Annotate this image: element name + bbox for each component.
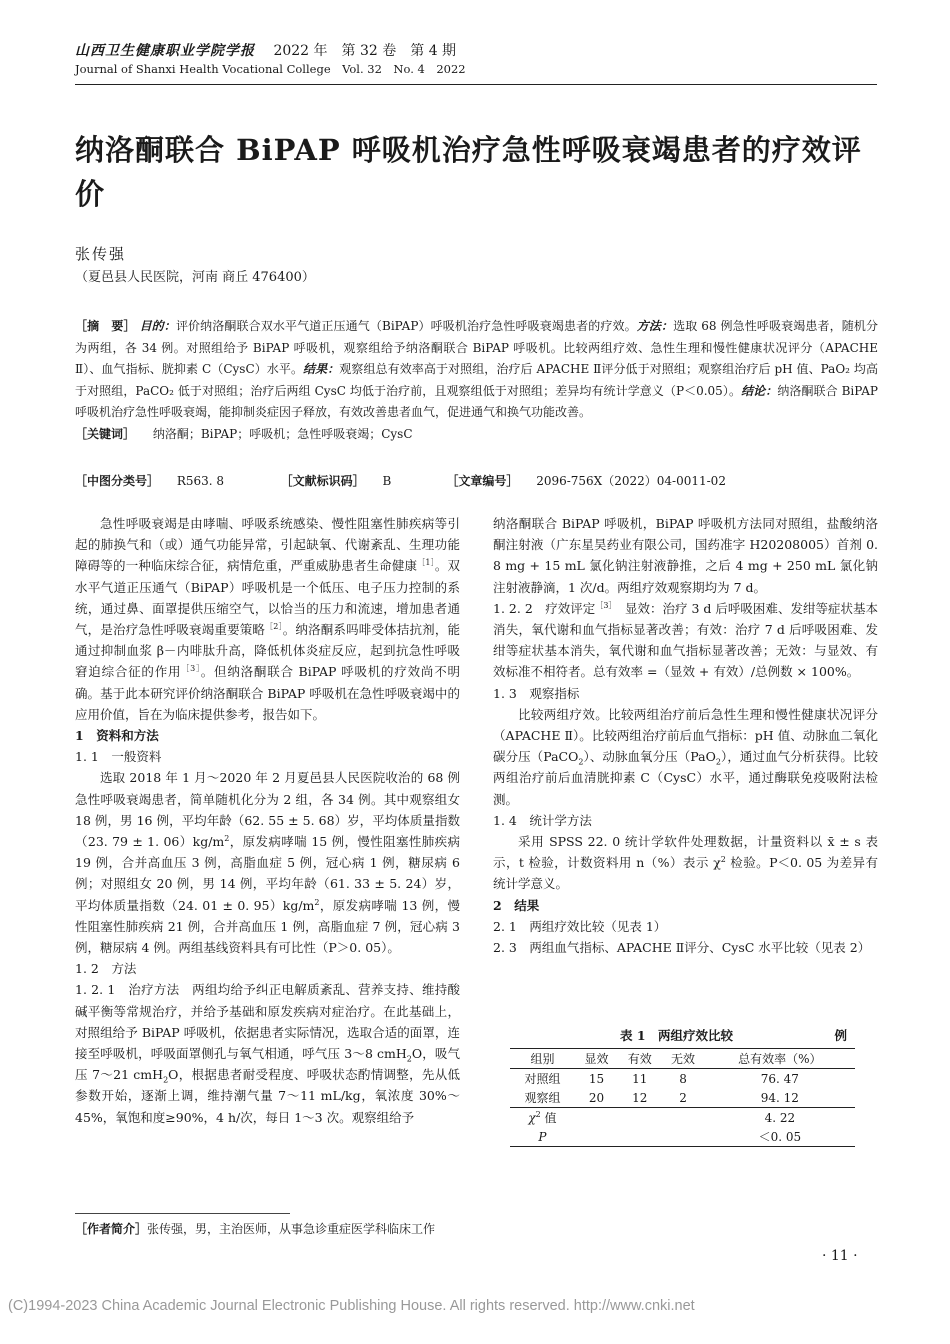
- general-text-b: ，原发病哮喘 15 例，慢性阻塞性肺疾病 19 例，合并高血压 3 例，高脂血症 5 例，冠心病 1 例，糖尿病 6 例；对照组女 20 例，男 14 例，平均年龄（61. 33 ± 5. 24）岁，平均体质量指数（24. 01 ± 0. 95）kg/m: [75, 834, 460, 913]
- abstract-objective-label: 目的：: [139, 319, 176, 333]
- author: 张传强: [75, 245, 127, 263]
- method-text-a: 两组均给予纠正电解质紊乱、营养支持、维持酸碱平衡等常规治疗，并给予基础和原发疾病对症治疗。在此基础上，对照组给予 BiPAP 呼吸机，依据患者实际情况，选取合适的面罩，连接至呼吸机，呼吸面罩侧孔与氧气相通，呼气压 3～8 cmH: [75, 982, 460, 1062]
- intro-text-d: 。但纳洛酮联合 BiPAP 呼吸机的疗效尚不明确。基于此本研究评价纳洛酮联合 BiPAP 呼吸机在急性呼吸衰竭中的应用价值，旨在为临床提供参考，报告如下。: [75, 664, 460, 722]
- chi-value: 4. 22: [705, 1108, 855, 1128]
- obs-text-b: ）、动脉血氧分压（PaO: [583, 749, 716, 765]
- header-rule: [75, 84, 877, 85]
- abstract-result-label: 结果：: [303, 362, 340, 376]
- p-symbol: P: [538, 1129, 547, 1144]
- right-column: [493, 513, 878, 958]
- abstract-conclusion: 纳洛酮联合 BiPAP 呼吸机治疗急性呼吸衰竭，能抑制炎症因子释放，有效改善患者血气，促进通气和换气功能改善。: [75, 383, 878, 419]
- table-1-grid: [510, 1048, 855, 1147]
- section-1-2-1-heading: 1. 2. 1 治疗方法: [75, 982, 180, 998]
- abstract-label: ［摘 要］: [75, 319, 136, 333]
- section-2-heading: 2 结果: [493, 897, 540, 913]
- section-1-4-heading: 1. 4 统计学方法: [493, 812, 592, 828]
- paper-title: 纳洛酮联合 BiPAP 呼吸机治疗急性呼吸衰竭患者的疗效评价: [75, 133, 862, 211]
- general-text-c: ，原发病哮喘 13 例，慢性阻塞性肺疾病 21 例，合并高血压 1 例，高脂血症 7 例，冠心病 3 例，糖尿病 4 例。两组基线资料具有可比性（P＞0. 05）。: [75, 897, 460, 956]
- footnote: [75, 1220, 435, 1237]
- table-header-cell: 总有效率（%）: [705, 1049, 855, 1069]
- subscript-2: 2: [406, 1054, 412, 1064]
- intro-paragraph: [75, 513, 460, 725]
- chi-label-suffix: 值: [540, 1111, 557, 1125]
- classification-line: [75, 472, 878, 489]
- section-1-3-heading: 1. 3 观察指标: [493, 685, 580, 701]
- superscript-2: 2: [224, 833, 230, 843]
- clc-value: R563. 8: [176, 474, 225, 488]
- intro-text-a: 急性呼吸衰竭是由哮喘、呼吸系统感染、慢性阻塞性肺疾病等引起的肺换气和（或）通气功能异常，引起缺氧、代谢紊乱、生理功能障碍等的一种临床综合征，病情危重，严重威胁患者生命健康: [75, 516, 460, 574]
- section-2-1-heading: 2. 1 两组疗效比较（见表 1）: [493, 918, 667, 934]
- ref-3: ［3］: [181, 664, 201, 674]
- table-cell: 94. 12: [760, 1090, 799, 1105]
- intro-text-c: 。纳洛酮系吗啡受体拮抗剂，能通过抑制血浆 β－内啡肽升高，降低机体炎症反应，起到抗急性呼吸窘迫综合征的作用: [75, 622, 460, 680]
- ref-3b: ［3］: [595, 600, 613, 610]
- table-cell: 2: [679, 1090, 687, 1105]
- chi-superscript: 2: [535, 1110, 541, 1119]
- abstract-method: 选取 68 例急性呼吸衰竭患者，随机分为两组，各 34 例。对照组给予 BiPAP 呼吸机，观察组给予纳洛酮联合 BiPAP 呼吸机。比较两组疗效、急性生理和慢性健康状况评分（APACHE Ⅱ）、血气指标、胱抑素 C（CysC）水平。: [75, 319, 878, 376]
- clc-label: ［中图分类号］: [75, 474, 160, 488]
- section-1-1-heading: 1. 1 一般资料: [75, 749, 162, 765]
- obs-subscript-2: 2: [715, 757, 721, 767]
- method-continued: 纳洛酮联合 BiPAP 呼吸机，BiPAP 呼吸机方法同对照组，盐酸纳洛酮注射液（广东星昊药业有限公司，国药准字 H20208005）首剂 0. 8 mg + 15 mL 氯化钠注射液静推，之后 4 mg + 250 mL 氯化钠注射液静滴，1 次/d。两组疗效观察期均为 7 d。: [493, 516, 878, 595]
- table-cell: 20: [588, 1090, 605, 1105]
- table-header-cell: 组别: [510, 1049, 575, 1069]
- efficacy-text: 显效：治疗 3 d 后呼吸困难、发绀等症状基本消失，氧代谢和血气指标显著改善；有效：治疗 7 d 后呼吸困难、发绀等症状基本消失，氧代谢和血气指标显著改善；无效：与显效、有效标准不相符者。总有效率 =（显效 + 有效）/总例数 × 100%。: [493, 600, 878, 680]
- p-label: [510, 1127, 575, 1147]
- ref-1: ［1］: [417, 558, 435, 568]
- section-2-3-heading: 2. 3 两组血气指标、APACHE Ⅱ评分、CysC 水平比较（见表 2）: [493, 940, 871, 956]
- table-1-title: 表 1 两组疗效比较: [620, 1028, 734, 1043]
- table-header-cell: 显效: [575, 1049, 618, 1069]
- section-1-heading: 1 资料和方法: [75, 728, 159, 744]
- article-value: 2096-756X（2022）04-0011-02: [536, 474, 726, 488]
- method-paragraph: [75, 979, 460, 1127]
- table-cell: 8: [679, 1071, 687, 1086]
- keywords-value: 纳洛酮；BiPAP；呼吸机；急性呼吸衰竭；CysC: [152, 426, 413, 441]
- intro-text-b: 。双水平气道正压通气（BiPAP）呼吸机是一个低压、电子压力控制的系统，通过鼻、面罩提供压缩空气，以恰当的压力和流速，增加患者通气，是治疗急性呼吸衰竭重要策略: [75, 558, 460, 638]
- chi-label-cell: [510, 1108, 575, 1128]
- abstract: [75, 316, 878, 445]
- obs-text-c: ），通过血气分析获得。比较两组治疗前后血清胱抑素 C（CysC）水平，通过酶联免疫吸附法检测。: [493, 749, 878, 807]
- abstract-objective: 评价纳洛酮联合双水平气道正压通气（BiPAP）呼吸机治疗急性呼吸衰竭患者的疗效。: [175, 319, 637, 333]
- table-1-title-row: [510, 1026, 855, 1044]
- statistics-paragraph: [493, 831, 878, 895]
- footnote-label: ［作者简介］: [75, 1222, 148, 1236]
- table-cell: 11: [632, 1071, 648, 1086]
- journal-header-en: Journal of Shanxi Health Vocational College Vol. 32 No. 4 2022: [75, 62, 466, 76]
- subscript-2b: 2: [163, 1075, 169, 1085]
- copyright-watermark: (C)1994-2023 China Academic Journal Electronic Publishing House. All rights reserved. http://www.cnki.net: [8, 1298, 695, 1314]
- abstract-result: 观察组总有效率高于对照组，治疗后 APACHE Ⅱ评分低于对照组；观察组治疗后 pH 值、PaO₂ 均高于对照组，PaCO₂ 低于对照组；治疗后两组 CysC 均低于治疗前，且观察组低于对照组；差异均有统计学意义（P＜0.05）。: [75, 362, 878, 398]
- table-header-row: [510, 1049, 855, 1069]
- left-column: [75, 513, 460, 1128]
- table-header-cell: 无效: [661, 1049, 704, 1069]
- table-1: [510, 1026, 855, 1147]
- table-cell: 15: [588, 1071, 605, 1086]
- table-row-chi: [510, 1108, 855, 1128]
- journal-header: [75, 40, 456, 60]
- chi-symbol: χ: [528, 1111, 536, 1125]
- abstract-conclusion-label: 结论：: [741, 383, 778, 398]
- table-cell: 观察组: [524, 1091, 561, 1105]
- section-1-2-heading: 1. 2 方法: [75, 961, 137, 977]
- keywords: [75, 424, 878, 446]
- ref-2: ［2］: [265, 621, 283, 631]
- method-text-c: O，根据患者耐受程度、呼吸状态酌情调整，先从低参数开始，逐渐上调，维持潮气量 7～11 mL/kg，氧浓度 30%～45%，氧饱和度≥90%，4 h/次，每日 1～3 次。观察组给予: [75, 1067, 460, 1125]
- stat-superscript: 2: [720, 855, 726, 865]
- footnote-text: 张传强，男，主治医师，从事急诊重症医学科临床工作: [147, 1222, 436, 1236]
- journal-issue: 2022 年 第 32 卷 第 4 期: [273, 43, 457, 59]
- table-row: [510, 1069, 855, 1089]
- efficacy-paragraph: [493, 598, 878, 683]
- doc-label: ［文献标识码］: [280, 474, 365, 488]
- journal-name: 山西卫生健康职业学院学报: [75, 43, 255, 59]
- table-header-cell: 有效: [618, 1049, 661, 1069]
- abstract-method-label: 方法：: [636, 319, 674, 333]
- affiliation: （夏邑县人民医院，河南 商丘 476400）: [75, 270, 315, 285]
- stat-text-a: 采用 SPSS 22. 0 统计学软件处理数据，计量资料以 x̄ ± s 表示，t 检验，计数资料用 n（%）表示 χ: [493, 834, 878, 871]
- stat-text-b: 检验。P＜0. 05 为差异有统计学意义。: [493, 855, 878, 892]
- table-cell: 76. 47: [760, 1071, 799, 1086]
- obs-text-a: 比较两组疗效。比较两组治疗前后急性生理和慢性健康状况评分（APACHE Ⅱ）。比较两组治疗前后血气指标：pH 值、动脉血二氧化碳分压（PaCO: [493, 706, 878, 765]
- table-row-p: [510, 1127, 855, 1147]
- keywords-label: ［关键词］: [75, 426, 136, 441]
- footnote-rule: [75, 1213, 290, 1214]
- page-number: · 11 ·: [822, 1248, 858, 1264]
- table-row: [510, 1088, 855, 1108]
- table-cell: 12: [632, 1090, 648, 1105]
- section-1-2-2-heading: 1. 2. 2 疗效评定: [493, 600, 596, 616]
- general-info-paragraph: [75, 767, 460, 958]
- observation-paragraph: [493, 704, 878, 810]
- table-cell: 对照组: [524, 1072, 561, 1086]
- general-text-a: 选取 2018 年 1 月～2020 年 2 月夏邑县人民医院收治的 68 例急性呼吸衰竭患者，简单随机化分为 2 组，各 34 例。其中观察组女 18 例，男 16 例，平均年龄（62. 55 ± 5. 68）岁，平均体质量指数（23. 79 ± 1. 06）kg/m: [75, 770, 460, 850]
- superscript-2b: 2: [314, 897, 320, 907]
- method-text-b: O，吸气压 7～21 cmH: [75, 1046, 461, 1083]
- table-1-unit: 例: [834, 1028, 847, 1043]
- obs-subscript-1: 2: [578, 757, 584, 767]
- article-label: ［文章编号］: [446, 474, 519, 488]
- doc-value: B: [382, 474, 392, 488]
- p-value: ＜0. 05: [758, 1130, 802, 1144]
